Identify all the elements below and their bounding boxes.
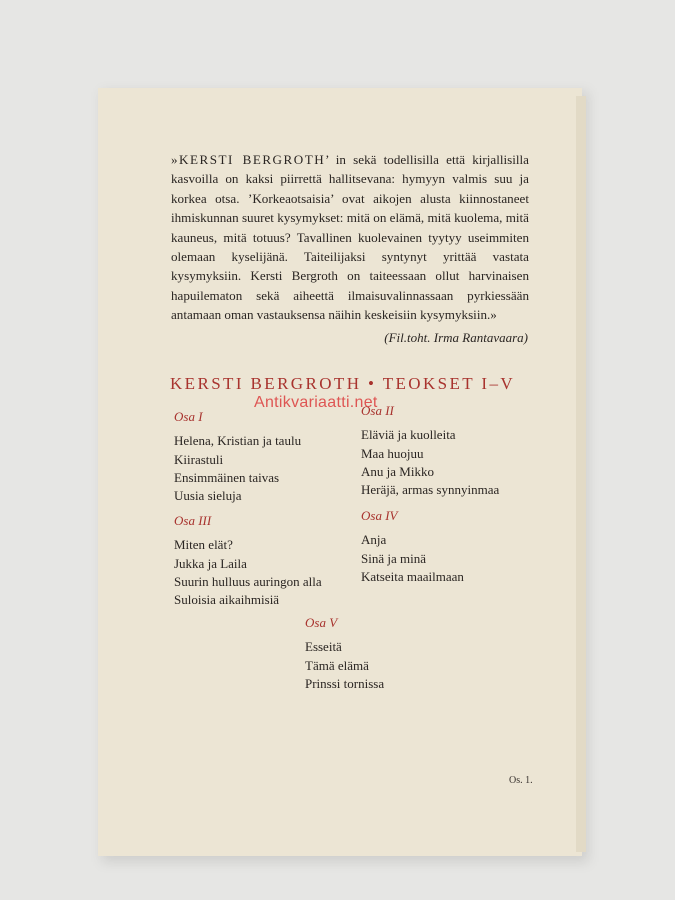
volume-title: Ensimmäinen taivas	[174, 469, 280, 485]
volume-label: Osa V	[305, 615, 338, 630]
volume-label: Osa I	[174, 409, 203, 424]
volume-5	[305, 614, 384, 693]
blurb-quote	[171, 150, 529, 325]
blurb-author-name: »KERSTI BERGROTH	[171, 152, 326, 167]
volume-title: Eläviä ja kuolleita	[361, 427, 456, 443]
volume-title: Suloisia aikaihmisiä	[174, 592, 280, 608]
volume-title: Jukka ja Laila	[174, 555, 247, 571]
volume-1	[174, 408, 301, 505]
volume-title: Helena, Kristian ja taulu	[174, 433, 302, 449]
volume-title: Anja	[361, 532, 387, 548]
watermark: Antikvariaatti.net	[254, 394, 378, 411]
volume-4	[361, 507, 464, 586]
volume-title: Maa huojuu	[361, 445, 424, 461]
volume-title: Kiirastuli	[174, 451, 224, 467]
volume-title: Suurin hulluus auringon alla	[174, 573, 322, 589]
volume-title: Anu ja Mikko	[361, 463, 434, 479]
blurb-text: ’ in sekä todellisilla että kirjallisilla kasvoilla on kaksi piirrettä hallitsevana: hymyyn valmis suu ja korkea otsa. ’Korkeaotsaisia’ ovat aikojen alusta kiinnostaneet ihmiskunnan suuret kysymykset: mitä on elämä, mitä kuolema, mitä kauneus, mitä totuus? Tavallinen kuolevainen tyytyy useimmiten olemaan kyselijänä. Taiteilijaksi syntynyt yrittää vastata kysymyksiin. Kersti Bergroth on taiteessaan ollut harvinaisen hapuilematon sekä aiheettä ilmaisuvalinnassaan pyrkiessään antamaan oman vastauksensa näihin keskeisiin kysymyksiin.»	[171, 152, 529, 323]
volume-title: Heräjä, armas synnyinmaa	[361, 482, 500, 498]
volume-title: Sinä ja minä	[361, 550, 426, 566]
volume-label: Osa IV	[361, 508, 398, 523]
volume-3	[174, 512, 322, 609]
volume-title: Tämä elämä	[305, 657, 369, 673]
blurb-source: (Fil.toht. Irma Rantavaara)	[384, 330, 528, 345]
volume-title: Prinssi tornissa	[305, 675, 385, 691]
volume-title: Miten elät?	[174, 537, 233, 553]
volume-label: Osa II	[361, 403, 394, 418]
volume-2	[361, 402, 499, 499]
volume-title: Uusia sieluja	[174, 488, 242, 504]
volume-title: Esseitä	[305, 639, 342, 655]
volume-label: Osa III	[174, 513, 212, 528]
volume-title: Katseita maailmaan	[361, 568, 464, 584]
page-edges	[576, 96, 586, 852]
works-heading: KERSTI BERGROTH • TEOKSET I–V	[170, 374, 516, 393]
page-number: Os. 1.	[509, 775, 533, 786]
